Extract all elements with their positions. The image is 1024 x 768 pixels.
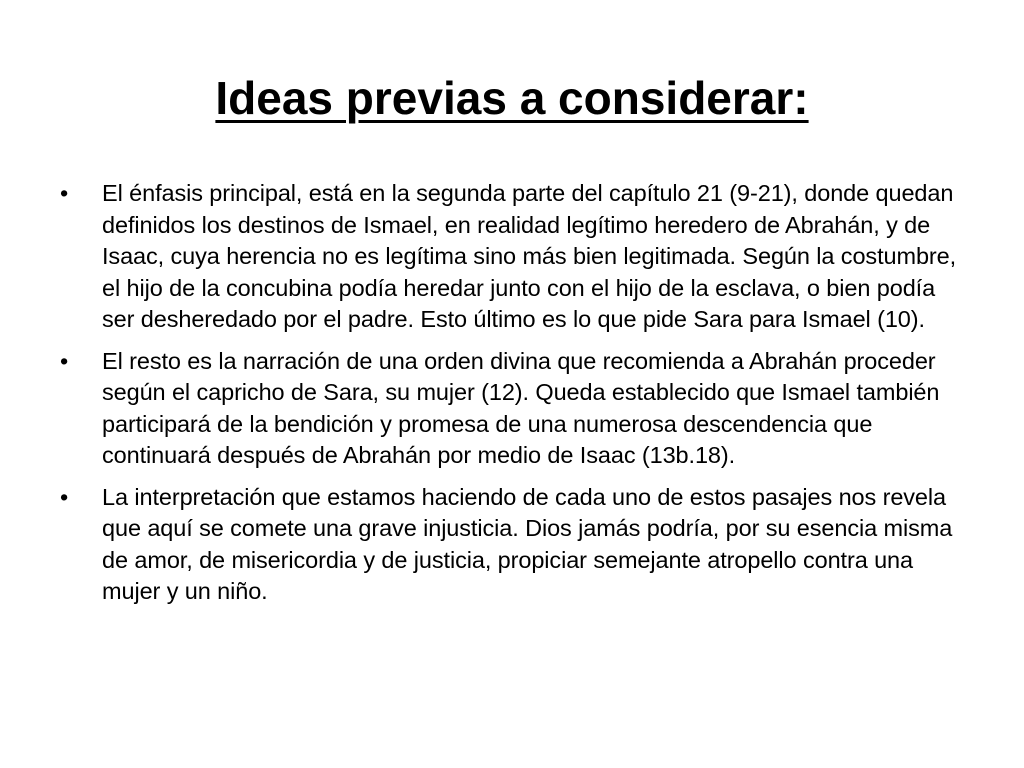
bullet-icon: • xyxy=(60,180,69,206)
bullet-text: La interpretación que estamos haciendo de cada uno de estos pasajes nos revela que aquí se comete una grave injusticia. Dios jamás podría, por su esencia misma de amor, de misericordia y de justicia, propiciar semejante atropello contra una mujer y un niño. xyxy=(102,483,953,604)
slide-title xyxy=(0,66,1024,130)
bullet-text: El énfasis principal, está en la segunda parte del capítulo 21 (9-21), donde quedan definidos los destinos de Ismael, en realidad legítimo heredero de Abrahán, y de Isaac, cuya herencia no es legítima sino más bien legitimada. Según la costumbre, el hijo de la concubina podía heredar junto con el hijo de la esclava, o bien podía ser desheredado por el padre. Esto último es lo que pide Sara para Ismael (10). xyxy=(102,180,957,332)
bullet-list xyxy=(60,178,970,618)
bullet-item xyxy=(60,482,970,608)
bullet-item xyxy=(60,346,970,472)
slide-title-text: Ideas previas a considerar: xyxy=(215,72,809,124)
bullet-item xyxy=(60,178,970,336)
bullet-icon: • xyxy=(60,347,69,374)
bullet-icon: • xyxy=(60,483,69,510)
bullet-text: El resto es la narración de una orden divina que recomienda a Abrahán proceder según el capricho de Sara, su mujer (12). Queda establecido que Ismael también participará de la bendición y promesa de una numerosa descendencia que continuará después de Abrahán por medio de Isaac (13b.18). xyxy=(102,347,940,468)
